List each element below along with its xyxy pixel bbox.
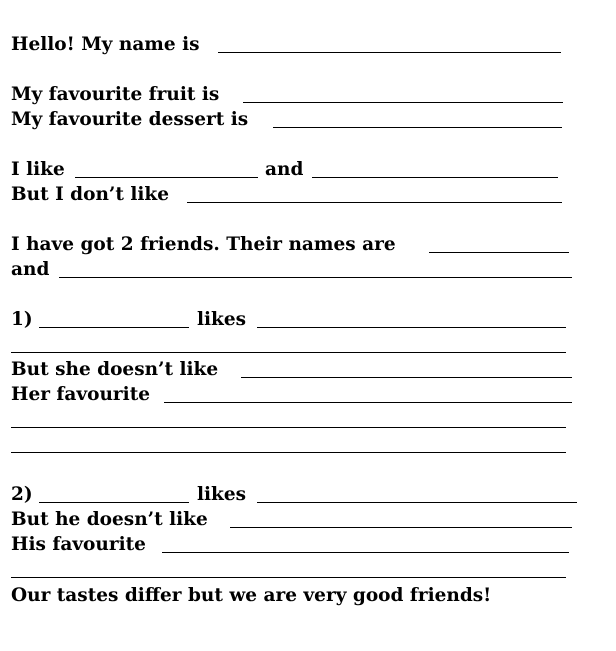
dessert-blank[interactable] [273,127,562,128]
friend2-dislikes-prompt: But he doesn’t like [11,509,208,530]
likes-blank-2[interactable] [312,177,558,178]
friends-and-text: and [11,259,50,280]
friend1-extra-blank-3[interactable] [11,452,566,453]
friend1-extra-blank-2[interactable] [11,427,566,428]
dislikes-prompt: But I don’t like [11,184,169,205]
name-blank[interactable] [218,52,561,53]
likes-blank-1[interactable] [75,177,258,178]
friend1-number: 1) [11,309,33,330]
friend1-name-blank[interactable] [39,327,189,328]
closing-text: Our tastes differ but we are very good friends! [11,585,492,606]
friend-name-blank-1[interactable] [429,252,569,253]
likes-and-text: and [265,159,304,180]
fruit-blank[interactable] [243,102,563,103]
likes-prompt: I like [11,159,65,180]
friend2-likes-blank[interactable] [257,502,577,503]
friend1-dislikes-prompt: But she doesn’t like [11,359,219,380]
dislikes-blank[interactable] [187,202,562,203]
friends-prompt: I have got 2 friends. Their names are [11,234,396,255]
friend2-dislikes-blank[interactable] [230,527,572,528]
friend2-extra-blank[interactable] [11,577,566,578]
friend2-number: 2) [11,484,33,505]
friend2-name-blank[interactable] [39,502,189,503]
friend1-favourite-prompt: Her favourite [11,384,151,405]
friend2-favourite-prompt: His favourite [11,534,146,555]
friend1-favourite-blank[interactable] [164,402,572,403]
friend-name-blank-2[interactable] [59,277,572,278]
friend2-likes-text: likes [197,484,247,505]
friend1-likes-blank[interactable] [257,327,566,328]
friend1-dislikes-blank[interactable] [241,377,572,378]
fruit-prompt: My favourite fruit is [11,84,220,105]
name-prompt: Hello! My name is [11,34,200,55]
friend2-favourite-blank[interactable] [162,552,569,553]
friend1-extra-blank[interactable] [11,352,566,353]
dessert-prompt: My favourite dessert is [11,109,249,130]
friend1-likes-text: likes [197,309,247,330]
